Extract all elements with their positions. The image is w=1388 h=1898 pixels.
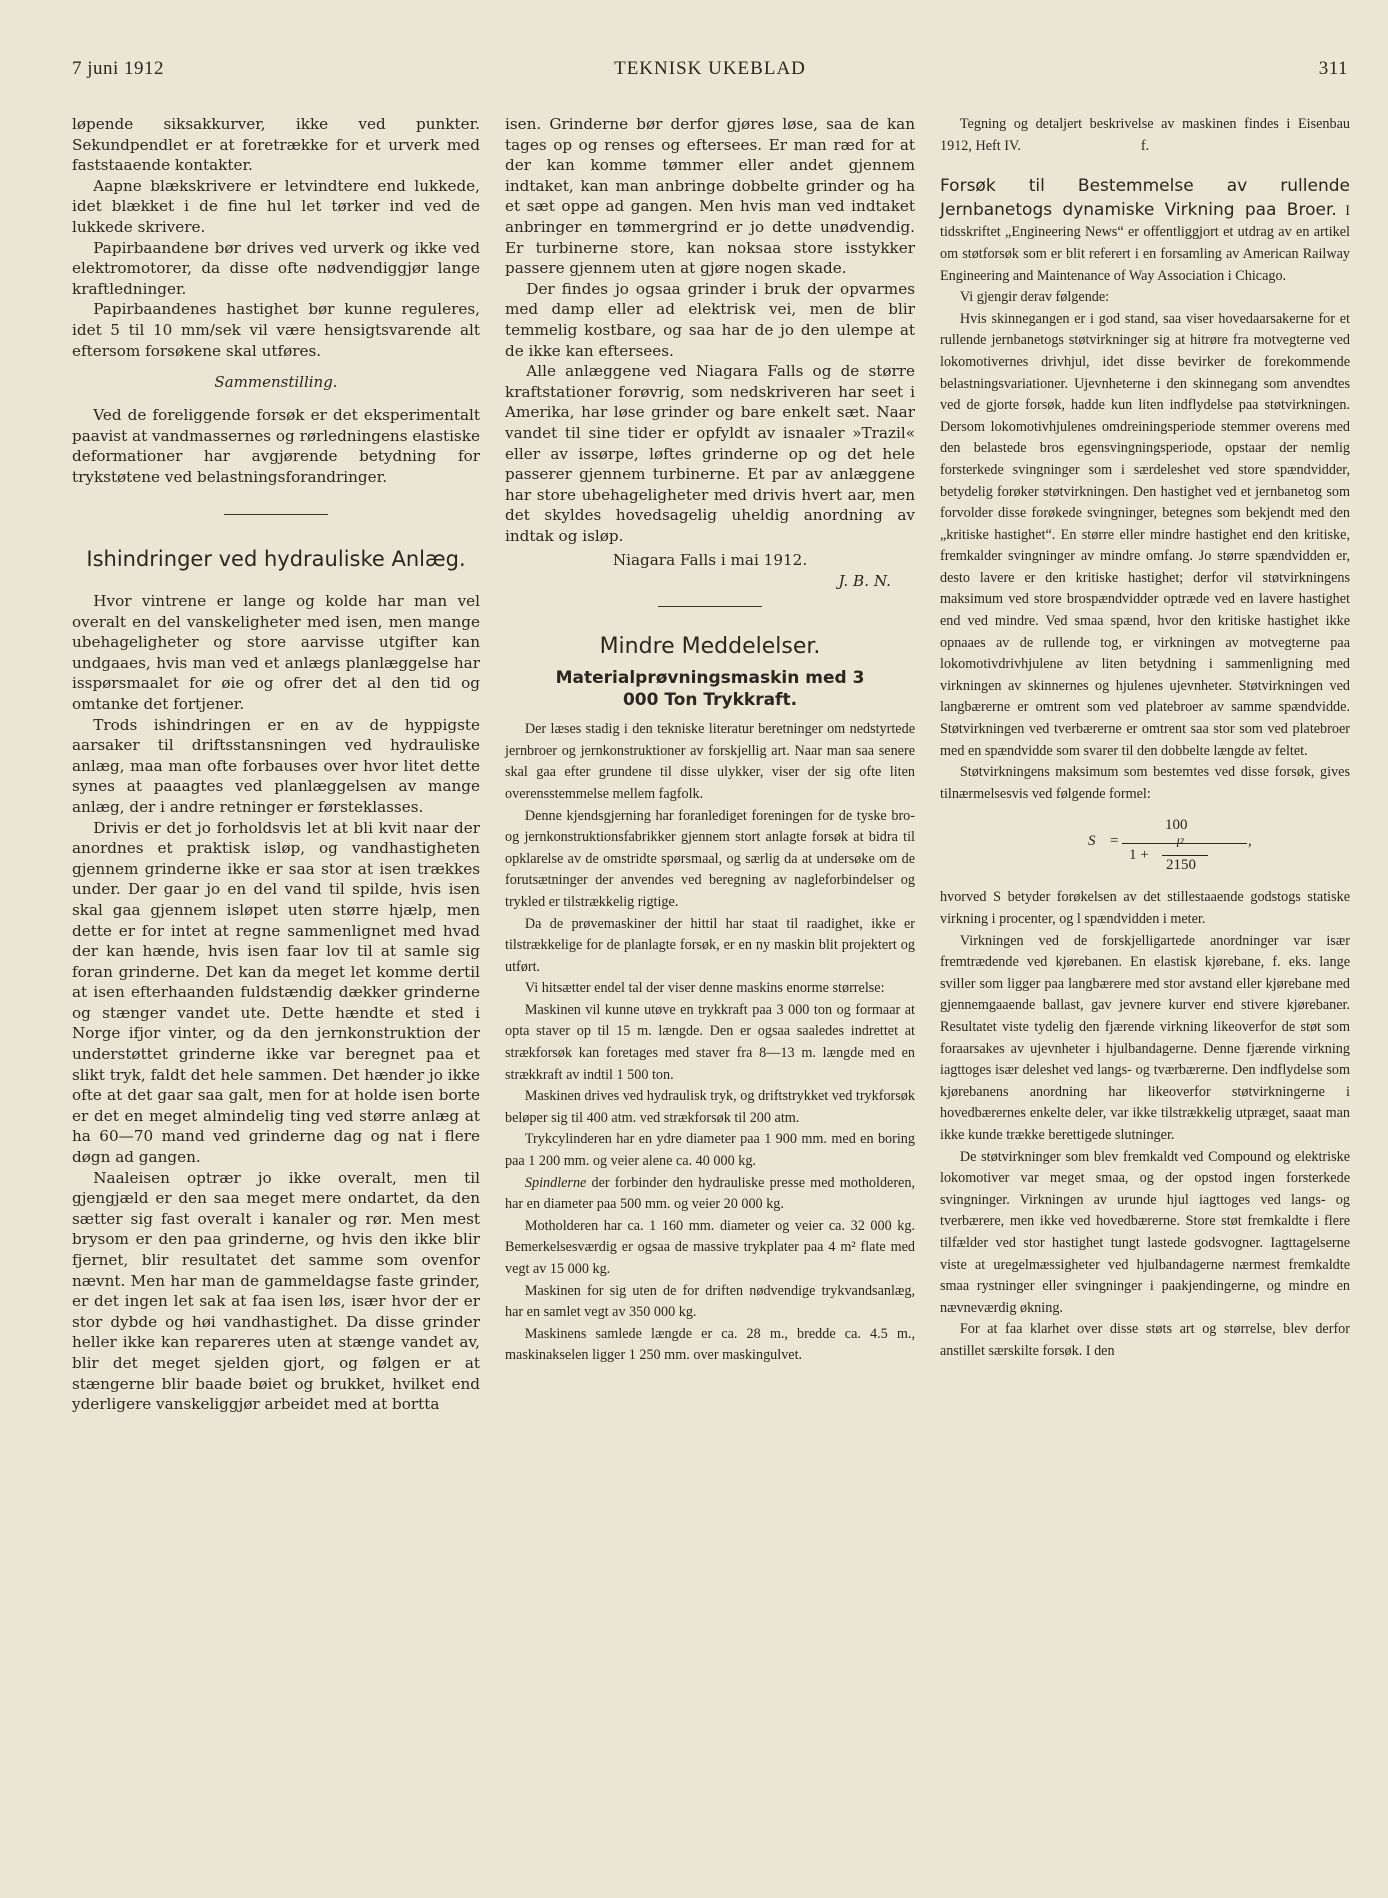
paragraph: Maskinen drives ved hydraulisk tryk, og driftstrykket ved trykforsøk beløper sig til 400 atm. ved strækforsøk til 200 atm. (505, 1088, 915, 1126)
author-signature: f. (1140, 137, 1150, 154)
formula-l-squared: l² (1176, 835, 1184, 851)
paragraph: Maskinen vil kunne utøve en trykkraft paa 3 000 ton og formaar at opta staver op til 15 m. længde. Den er ogsaa saaledes indrettet at strækforsøk kan foretages med staver fra 8—13 m. længde med en strækkraft av indtil 1 500 ton. (505, 1001, 915, 1083)
formula-equals: = (1110, 833, 1119, 850)
paragraph: Drivis er det jo forholdsvis let at bli kvit naar der anordnes et praktisk isløp, og vandhastigheten gjennem grinderne ikke er saa stor at isen trækkes under. Der gaar jo en del vand til spilde, hvis isen skal gaa gjennem isløpet uten større hjælp, men dette er for intet at regne sammenlignet med hvad der kan hænde, hvis isen faar lov til at samle sig foran grinderne. Det kan da meget let komme dertil at isen efterhaanden fuldstændig dækker grinderne og stænger vandet ute. Dette hændte et sted i Norge ifjor vinter, og da den jernkonstruktion der understøttet grinderne ikke var beregnet paa et slikt tryk, faldt det hele sammen. Det hænder jo ikke ofte at det gaar saa galt, men for at holde isen borte er det en meget almindelig ting ved større anlæg at ha 60—70 mand ved grinderne dag og nat i flere døgn ad gangen. (72, 818, 480, 1167)
paragraph: Denne kjendsgjerning har foranlediget foreningen for de tyske bro- og jernkonstruktionsfabrikker gjennem stort anlagte forsøk at bidra til opklarelse av de omstridte spørsmaal, og særlig da at undersøke om de forutsætninger der anvendes ved beregning av nagleforbindelser og trykled er tilstrækkelig rigtige. (505, 807, 915, 910)
page-header (72, 58, 1348, 82)
formula-lhs: S (1088, 833, 1096, 850)
paragraph: Motholderen har ca. 1 160 mm. diameter og veier ca. 32 000 kg. Bemerkelsesværdig er ogsaa de massive trykplater paa 4 m² flate med vegt av 15 000 kg. (505, 1217, 915, 1277)
paragraph: Maskinens samlede længde er ca. 28 m., bredde ca. 4.5 m., maskinakselen ligger 1 250 mm. over maskingulvet. (505, 1325, 915, 1364)
page-number: 311 (1318, 58, 1348, 79)
paragraph-text: der forbinder den hydrauliske presse med motholderen, har en diameter paa 500 mm. og veier 20 000 kg. (505, 1174, 915, 1213)
paragraph: For at faa klarhet over disse støts art og størrelse, blev derfor anstillet særskilte forsøk. I den (940, 1321, 1350, 1359)
column-right (940, 114, 1350, 1362)
paragraph: Papirbaandene bør drives ved urverk og ikke ved elektromotorer, da disse ofte nødvendiggjør lange kraftledninger. (72, 238, 480, 298)
paragraph: løpende siksakkurver, ikke ved punkter. Sekundpendlet er at foretrække for et urverk med faststaaende kontakter. (72, 115, 480, 175)
paragraph: Maskinen for sig uten de for driften nødvendige trykvandsanlæg, har en samlet vegt av 350 000 kg. (505, 1282, 915, 1321)
fraction-bar (1122, 843, 1247, 844)
paragraph (505, 1173, 915, 1216)
paragraph: De støtvirkninger som blev fremkaldt ved Compound og elektriske lokomotiver var meget smaa, og der opstod ingen forsterkede svingninger. Virkningen av urunde hjul iagttoges ved langs- og tverbærere, men ikke ved hovedbærerne. Store støt fremkaldte i flere tilfælder ved stor hastighet tungt lastede godsvogner. Iagttagelserne viste at uregelmæssigheter ved hjulbandagerne nærmest fremkaldte smaa rystninger eller svingninger i paakjendingerne, og mindre en nævneværdig økning. (940, 1148, 1350, 1316)
paragraph: Da de prøvemaskiner der hittil har staat til raadighet, ikke er tilstrækkelige for de planlagte forsøk, er en ny maskin blit projektert og utført. (505, 915, 915, 975)
article-title-dynamic-effect: Forsøk til Bestemmelse av rullende Jernbanetogs dynamiske Virkning paa Broer. (940, 176, 1350, 220)
paragraph-text: Tegning og detaljert beskrivelse av maskinen findes i Eisenbau 1912, Heft IV. (940, 116, 1350, 154)
paragraph: Alle anlæggene ved Niagara Falls og de større kraftstationer forøvrig, som nedskriveren har seet i Amerika, har løse grinder og bare enkelt sæt. Naar vandet til sine tider er opfyldt av isnaaler »Trazil« eller av issørpe, løftes grinderne op og det hele passerer gjennem turbinerne. Et par av anlæggene har store ubehageligheter med drivis hvert aar, men det skyldes hovedsagelig uheldig anordning av indtak og isløp. (505, 362, 915, 545)
column-middle (505, 114, 915, 1367)
paragraph: Vi gjengir derav følgende: (959, 289, 1110, 306)
paragraph: Naaleisen optrær jo ikke overalt, men til gjengjæld er den saa meget mere ondartet, da den sætter sig fast overalt i kanaler og rør. Men mest brysom er den paa grinderne, og hvis den ikke blir fjernet, blir resultatet det samme som ovenfor nævnt. Men har man de gammeldagse faste grinder, er det ingen let sak at faa isen løs, især hvor der er stor dybde og høi vandhastighet. Da disse grinder heller ikke kan repareres uten at stænge vandet av, blir det meget sjelden gjort, og følgen er at stængerne blir baade bøiet og brukket, hvilket end yderligere vanskeliggjør arbeidet med at bortta (72, 1168, 480, 1414)
paragraph: Der læses stadig i den tekniske literatur beretninger om nedstyrtede jernbroer og jernkonstruktioner av forskjellig art. Naar man saa senere skal gaa efter grundene til disse ulykker, viser der sig ofte liten overensstemmelse mellem fagfolk. (505, 721, 915, 802)
paragraph (940, 114, 1350, 157)
fraction-bar (1162, 855, 1208, 856)
paragraph: Aapne blækskrivere er letvindtere end lukkede, idet blækket i de fine hul let tørker ind ved de lukkede skrivere. (72, 176, 480, 236)
section-title-minor-notes: Mindre Meddelelser. (599, 634, 821, 660)
author-signature: J. B. N. (838, 572, 891, 591)
paragraph: Trods ishindringen er en av de hyppigste aarsaker til driftsstansningen ved hydrauliske anlæg, maa man ofte forbauses over hvor litet dette synes at paaagtes ved planlæggelsen av mange anlæg, der i andre retninger er førsteklasses. (72, 715, 480, 816)
formula-numerator: 100 (1165, 817, 1188, 834)
formula-denominator: 2150 (1166, 857, 1196, 874)
section-title-ice: Ishindringer ved hydrauliske Anlæg. (86, 547, 466, 571)
paragraph: hvorved S betyder forøkelsen av det stillestaaende godstogs statiske virkning i procenter, og l spændvidden i meter. (940, 889, 1350, 927)
paragraph: Der findes jo ogsaa grinder i bruk der opvarmes med damp eller ad elektrisk vei, men de blir temmelig kostbare, og saa har de jo den ulempe at de ikke kan eftersees. (505, 279, 915, 360)
article-title-testing-machine: Materialprøvningsmaskin med 3 000 Ton Trykkraft. (555, 668, 865, 711)
paragraph: Vi hitsætter endel tal der viser denne maskins enorme størrelse: (524, 980, 885, 997)
journal-title: TEKNISK UKEBLAD (614, 58, 806, 79)
paragraph: isen. Grinderne bør derfor gjøres løse, saa de kan tages op og renses og eftersees. Er man ræd for at der kan komme tømmer eller andet gjennem indtaket, kan man anbringe dobbelte grinder og ha et sæt oppe ad gangen. Men hvis man ved indtaket anbringer en tømmergrind er jo dette unødvendig. Er turbinerne store, kan noksaa store isstykker passere gjennem uten at gjøre nogen skade. (505, 115, 915, 278)
issue-date: 7 juni 1912 (72, 58, 165, 79)
paragraph: Ved de foreliggende forsøk er det eksperimentalt paavist at vandmassernes og rørledningens elastiske deformationer har avgjørende betydning for trykstøtene ved belastningsforandringer. (72, 406, 480, 486)
dateline: Niagara Falls i mai 1912. (612, 551, 808, 570)
paragraph (940, 175, 1350, 287)
paragraph: Virkningen ved de forskjelligartede anordninger var især fremtrædende ved kjørebanen. En elastisk kjørebane, f. eks. lange sviller som ligger paa langbærere med stor avstand eller kjørebane med gjennemgaaende ballast, gav jevnere kurver end stivere kjørebaner. Resultatet viste tydelig den fjærende virkning likeoverfor de støt som foraarsakes av ujevnheter i hjulbandagerne. Denne fjærende virkning iagttoges især deleshet ved langs- og tværbærerne. Den indflydelse som kjørebanens anordning har likeoverfor støtvirkningerne i hovedbærernes enkelte deler, var ikke tilstrækkelig utpræget, saaat man ikke kunde trække berettigede slutninger. (940, 932, 1350, 1143)
emphasis: Spindlerne (524, 1174, 587, 1191)
paragraph: Hvor vintrene er lange og kolde har man vel overalt en del vanskeligheter med isen, men mange ubehageligheter og store aarvisse utgifter kan undgaaes, hvis man ved et anlægs planlæggelse har isspørsmaalet for øie og ofrer det al den tid og omtanke det fortjener. (72, 592, 480, 713)
impact-formula (940, 815, 1350, 879)
paragraph-text: I tidsskriftet „Engineering News“ er offentliggjort et utdrag av en artikel om støtforsøk som er blit referert i en forsamling av American Railway Engineering and Maintenance of Way Association i Chicago. (940, 202, 1350, 284)
formula-one-plus: 1 + (1129, 847, 1149, 864)
subheading-summary: Sammenstilling. (214, 373, 338, 392)
column-left (72, 114, 480, 1415)
paragraph: Støtvirkningens maksimum som bestemtes ved disse forsøk, gives tilnærmelsesvis ved følgende formel: (940, 764, 1350, 802)
paragraph: Papirbaandenes hastighet bør kunne reguleres, idet 5 til 10 mm/sek vil være hensigtsvarende alt eftersom forsøkene skal utføres. (72, 300, 480, 360)
paragraph: Trykcylinderen har en ydre diameter paa 1 900 mm. med en boring paa 1 200 mm. og veier alene ca. 40 000 kg. (505, 1131, 915, 1170)
formula-comma: , (1248, 833, 1252, 850)
paragraph: Hvis skinnegangen er i god stand, saa viser hovedaarsakerne for et rullende jernbanetogs støtvirkninger sig at hitrøre fra motvegterne ved lokomotivernes drivhjul, idet disse bevirker de forekommende belastningsvariationer. Ujevnheterne i den skinnegang som anvendtes ved de gjorte forsøk, hadde kun liten indflydelse paa støtvirkningen. Dersom lokomotivhjulenes omdreiningsperiode stemmer overens med den belastede bros egensvingningsperiode, opstaar der nemlig forsterkede svingninger som i særdeleshet ved store spændvidder, betydelig forøker støtvirkningen. Den hastighet ved et jernbanetog som forvolder disse forøkede svingninger, betegnes som bekjendt med den „kritiske hastighet“. En større eller mindre hastighet end den kritiske, fremkalder svingninger av mindre omfang. Jo større spændvidden er, desto lavere er den kritiske hastighet; derfor vil støtvirkningens maksimum ved store brospændvidder optræde ved en lavere hastighet end ved mindre. Ved smaa spænd, hvor den kritiske hastighet ikke opnaaes av de rullende tog, er virkningen av motvegterne paa lokomotivdrivhjulene av liten betydning i sammenligning med virkningen av skinnernes og hjulenes ujevnheter. Støtvirkningen ved langbærerne er omtrent som ved platebroer av samme spændvidde. Støtvirkningen ved tverbærerne er omtrent saa stor som ved platebroer med en spændvidde som svarer til den dobbelte længde av feltet. (940, 310, 1350, 759)
